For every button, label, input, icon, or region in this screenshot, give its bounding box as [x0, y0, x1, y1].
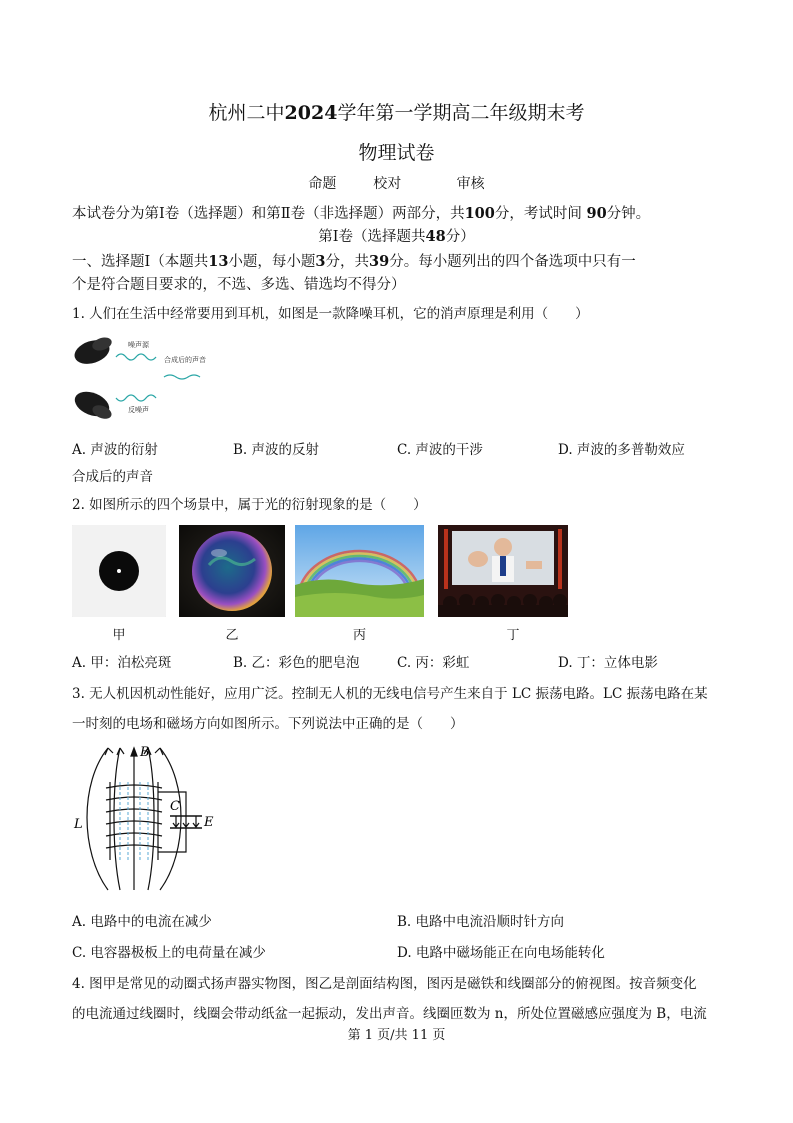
rainbow-svg [295, 525, 424, 617]
exam-intro: 本试卷分为第Ⅰ卷（选择题）和第Ⅱ卷（非选择题）两部分，共100分，考试时间 90分钟。 [72, 205, 651, 222]
q1-figure-headphones [72, 332, 214, 424]
question-4-stem-line2: 的电流通过线圈时，线圈会带动纸盆一起振动，发出声音。线圈匝数为 n，所处位置磁感应强度为 B，电流 [72, 1006, 707, 1022]
q2-image-rainbow [295, 525, 424, 617]
question-4-stem-line1: 4. 图甲是常见的动圈式扬声器实物图，图乙是剖面结构图，图丙是磁铁和线圈部分的俯视图。按音频变化 [72, 976, 697, 992]
q2-option-d[interactable]: D. 丁：立体电影 [558, 655, 658, 671]
section1-instructions: 一、选择题Ⅰ（本题共13小题，每小题3分，共39分。每小题列出的四个备选项中只有一 [72, 253, 636, 270]
q1-option-b[interactable]: B. 声波的反射 [233, 442, 320, 458]
q2-option-b[interactable]: B. 乙：彩色的肥皂泡 [233, 655, 360, 671]
q1-option-c[interactable]: C. 声波的干涉 [397, 442, 483, 458]
soap-bubble-svg [179, 525, 285, 617]
movie-svg [438, 525, 568, 617]
question-2-stem: 2. 如图所示的四个场景中，属于光的衍射现象的是（ ） [72, 497, 427, 513]
q2-caption-bing: 丙 [352, 628, 366, 643]
exam-title: 杭州二中2024学年第一学期高二年级期末考 [208, 102, 585, 124]
q1-option-a[interactable]: A. 声波的衍射 [72, 442, 158, 458]
q2-image-poisson-spot [72, 525, 166, 617]
q1-option-d[interactable]: D. 声波的多普勒效应 [558, 442, 685, 458]
q3-option-a[interactable]: A. 电路中的电流在减少 [72, 914, 212, 930]
question-1-stem: 1. 人们在生活中经常要用到耳机，如图是一款降噪耳机，它的消声原理是利用（ ） [72, 306, 589, 322]
q3-figure-lc-circuit [70, 742, 220, 894]
q1-extra-text: 合成后的声音 [72, 469, 153, 485]
q3-label-l: L [74, 817, 83, 832]
question-3-stem-line1: 3. 无人机因机动性能好，应用广泛。控制无人机的无线电信号产生来自于 LC 振荡电路。LC 振荡电路在某 [72, 686, 708, 702]
q3-label-e: E [204, 815, 214, 830]
q3-option-c[interactable]: C. 电容器极板上的电荷量在减少 [72, 945, 266, 961]
q1-fig-label-combined: 合成后的声音 [164, 356, 206, 364]
q3-label-b: B [140, 745, 150, 760]
q2-option-c[interactable]: C. 丙：彩虹 [397, 655, 470, 671]
q2-image-soap-bubble [179, 525, 285, 617]
lc-circuit-svg [70, 742, 220, 894]
q3-option-d[interactable]: D. 电路中磁场能正在向电场能转化 [397, 945, 605, 961]
part1-heading: 第Ⅰ卷（选择题共48分） [318, 228, 475, 245]
question-3-stem-line2: 一时刻的电场和磁场方向如图所示。下列说法中正确的是（ ） [72, 716, 464, 732]
q3-label-c: C [170, 799, 180, 814]
q2-caption-jia: 甲 [112, 628, 126, 643]
q2-caption-ding: 丁 [506, 628, 520, 643]
q2-option-a[interactable]: A. 甲：泊松亮斑 [72, 655, 172, 671]
q2-image-3d-movie [438, 525, 568, 617]
q1-fig-label-anti: 反噪声 [128, 406, 149, 414]
section1-instructions-line2: 个是符合题目要求的，不选、多选、错选均不得分） [72, 277, 406, 293]
q2-caption-yi: 乙 [225, 628, 239, 643]
poisson-spot-svg [72, 525, 166, 617]
q3-option-b[interactable]: B. 电路中电流沿顺时针方向 [397, 914, 565, 930]
exam-subtitle: 物理试卷 [358, 142, 435, 164]
q1-fig-label-noise: 噪声源 [128, 341, 149, 349]
q1-figure-svg [72, 332, 214, 424]
exam-roles: 命题 校对 审核 [308, 176, 485, 192]
page-footer: 第 1 页/共 11 页 [347, 1028, 446, 1043]
